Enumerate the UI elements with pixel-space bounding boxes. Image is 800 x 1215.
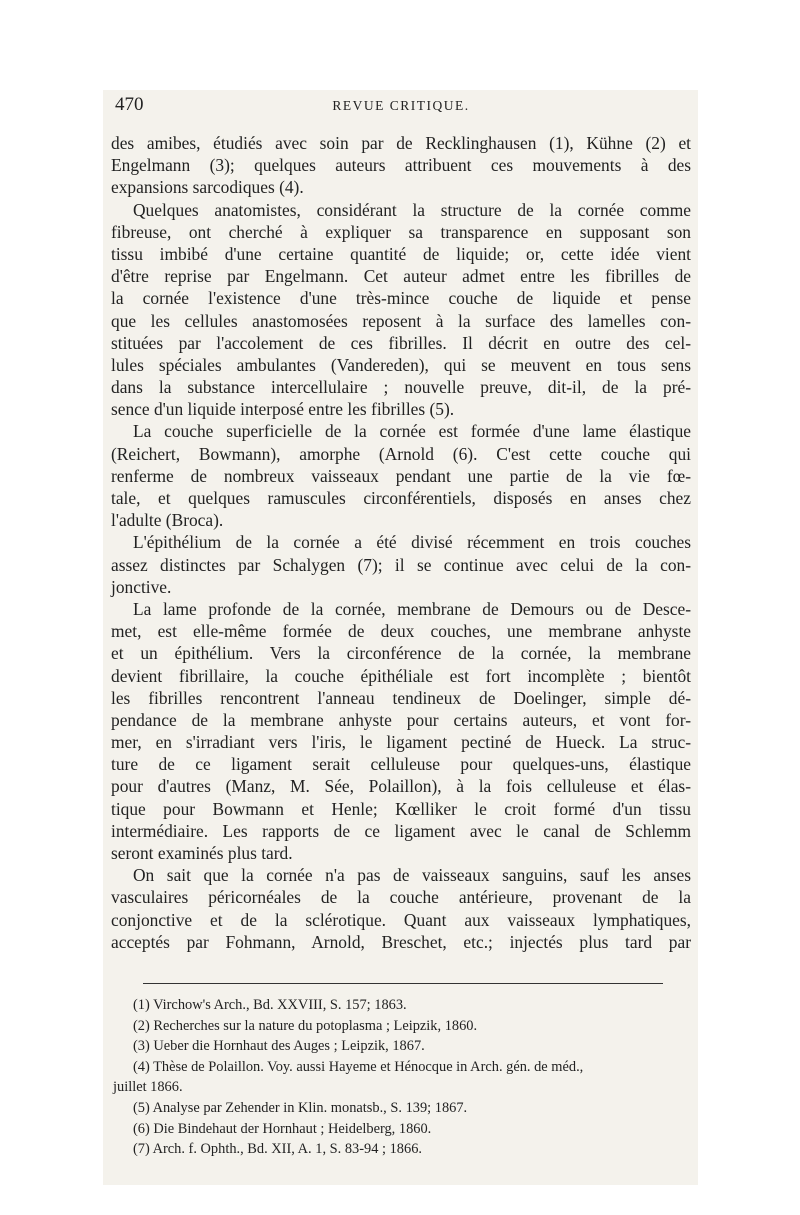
text-line: la cornée l'existence d'une très-mince couche de liquide et pense	[111, 288, 691, 309]
text-line: lules spéciales ambulantes (Vandereden), qui se meuvent en tous sens	[111, 354, 691, 375]
footnotes	[111, 995, 691, 1160]
text-line: des amibes, étudiés avec soin par de Recklinghausen (1), Kühne (2) et	[111, 133, 691, 153]
book-page	[103, 90, 698, 1185]
footnote: (5) Analyse par Zehender in Klin. monatsb., S. 139; 1867.	[133, 1099, 468, 1116]
text-line: intermédiaire. Les rapports de ce ligament avec le canal de Schlemm	[111, 820, 691, 841]
text-line: vasculaires péricornéales de la couche antérieure, provenant de la	[111, 887, 691, 908]
footnote: (7) Arch. f. Ophth., Bd. XII, A. 1, S. 83-94 ; 1866.	[133, 1141, 422, 1158]
text-line: expansions sarcodiques (4).	[111, 177, 304, 198]
footnote: (2) Recherches sur la nature du potoplasma ; Leipzik, 1860.	[133, 1017, 478, 1034]
text-line: L'épithélium de la cornée a été divisé récemment en trois couches	[133, 532, 691, 553]
text-line: sence d'un liquide interposé entre les fibrilles (5).	[111, 399, 455, 420]
text-line: tissu imbibé d'une certaine quantité de liquide; or, cette idée vient	[111, 243, 691, 264]
text-line: seront examinés plus tard.	[111, 843, 293, 863]
text-line: acceptés par Fohmann, Arnold, Breschet, etc.; injectés plus tard par	[111, 931, 691, 952]
footnote: (3) Ueber die Hornhaut des Auges ; Leipzik, 1867.	[133, 1038, 425, 1055]
text-line: La couche superficielle de la cornée est formée d'une lame élastique	[133, 421, 691, 442]
text-line: tale, et quelques ramuscules circonférentiels, disposés en anses chez	[111, 488, 691, 508]
text-line: fibreuse, ont cherché à expliquer sa transparence en supposant son	[111, 221, 691, 242]
text-line: mer, en s'irradiant vers l'iris, le ligament pectiné de Hueck. La struc-	[111, 732, 691, 753]
footnote: (4) Thèse de Polaillon. Voy. aussi Hayeme et Hénocque in Arch. gén. de méd.,	[133, 1058, 584, 1075]
text-line: pendance de la membrane anhyste pour certains auteurs, et vont for-	[111, 709, 691, 730]
text-line: et un épithélium. Vers la circonférence de la cornée, la membrane	[111, 643, 691, 664]
text-line: l'adulte (Broca).	[111, 510, 224, 531]
text-line: met, est elle-même formée de deux couches, une membrane anhyste	[111, 621, 691, 642]
footnote: (1) Virchow's Arch., Bd. XXVIII, S. 157; 1863.	[133, 997, 407, 1013]
text-line: que les cellules anastomosées reposent à la surface des lamelles con-	[111, 310, 691, 331]
page-number: 470	[115, 94, 144, 115]
text-line: Engelmann (3); quelques auteurs attribuent ces mouvements à des	[111, 155, 691, 176]
text-line: pour d'autres (Manz, M. Sée, Polaillon), à la fois celluleuse et élas-	[111, 776, 691, 797]
text-line: tique pour Bowmann et Henle; Kœlliker le croit formé d'un tissu	[111, 798, 691, 819]
text-line: On sait que la cornée n'a pas de vaisseaux sanguins, sauf les anses	[133, 865, 691, 886]
footnote-separator	[143, 983, 663, 984]
running-head: REVUE CRITIQUE.	[332, 98, 470, 113]
text-line: assez distinctes par Schalygen (7); il se continue avec celui de la con-	[111, 554, 691, 575]
text-line: stituées par l'accolement de ces fibrilles. Il décrit en outre des cel-	[111, 332, 691, 353]
text-line: les fibrilles rencontrent l'anneau tendineux de Doelinger, simple dé-	[111, 687, 691, 708]
body-text	[111, 132, 691, 953]
text-line: La lame profonde de la cornée, membrane de Demours ou de Desce-	[133, 598, 691, 619]
text-line: Quelques anatomistes, considérant la structure de la cornée comme	[133, 199, 691, 220]
text-line: renferme de nombreux vaisseaux pendant une partie de la vie fœ-	[111, 465, 691, 486]
footnote: juillet 1866.	[113, 1079, 183, 1096]
text-line: conjonctive et de la sclérotique. Quant aux vaisseaux lymphatiques,	[111, 909, 691, 930]
text-line: dans la substance intercellulaire ; nouvelle preuve, dit-il, de la pré-	[111, 377, 691, 398]
text-line: d'être reprise par Engelmann. Cet auteur admet entre les fibrilles de	[111, 266, 691, 287]
text-line: devient fibrillaire, la couche épithéliale est fort incomplète ; bientôt	[111, 665, 691, 686]
text-line: (Reichert, Bowmann), amorphe (Arnold (6). C'est cette couche qui	[111, 443, 691, 464]
footnote: (6) Die Bindehaut der Hornhaut ; Heidelberg, 1860.	[133, 1120, 432, 1137]
text-line: ture de ce ligament serait celluleuse pour quelques-uns, élastique	[111, 754, 691, 775]
text-line: jonctive.	[111, 576, 172, 597]
page-header	[111, 94, 691, 120]
